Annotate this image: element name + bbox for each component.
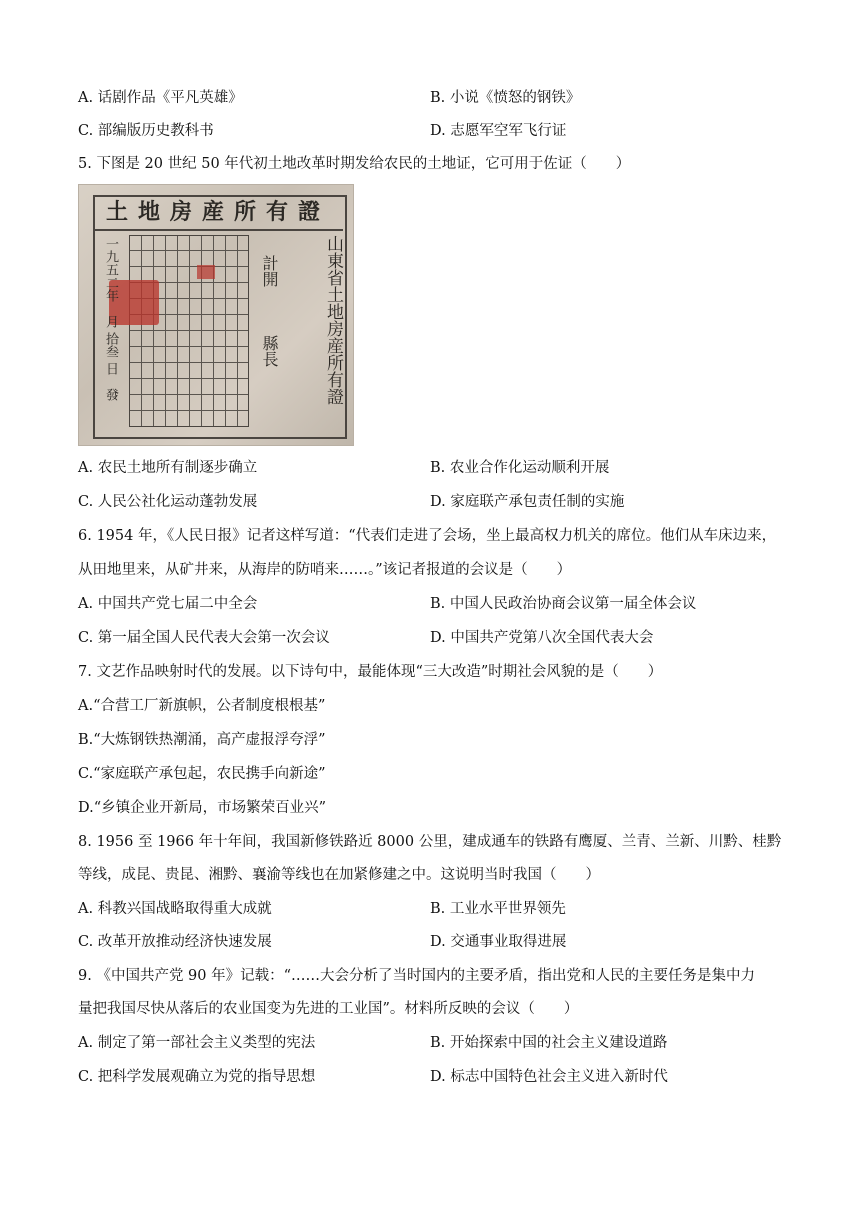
q7-stem: 7. 文艺作品映射时代的发展。以下诗句中，最能体现“三大改造”时期社会风貌的是（ ） <box>78 664 663 680</box>
certificate-date-text: 一九五二年 月 拾叁 日 發 <box>103 237 118 402</box>
small-red-seal <box>197 265 215 279</box>
q9-stem-line1: 9. 《中国共产党 90 年》记载：“……大会分析了当时国内的主要矛盾，指出党和人民的主要任务是集中力 <box>78 968 756 984</box>
certificate-title: 土地房産所有證 <box>93 195 343 231</box>
q6-stem-line1: 6. 1954 年，《人民日报》记者这样写道：“代表们走进了会场，坐上最高权力机关的席位。他们从车床边来， <box>78 528 777 544</box>
q7-option-c: C.“家庭联产承包起，农民携手向新途” <box>78 766 326 782</box>
q7-option-a: A.“合营工厂新旗帜，公者制度根根基” <box>78 698 326 714</box>
q5-option-d: D. 家庭联产承包责任制的实施 <box>430 494 625 510</box>
q8-option-d: D. 交通事业取得进展 <box>430 934 567 950</box>
q8-stem-line2: 等线，成昆、贵昆、湘黔、襄渝等线也在加紧修建之中。这说明当时我国（ ） <box>78 867 600 883</box>
q8-option-a: A. 科教兴国战略取得重大成就 <box>78 901 272 917</box>
certificate-handwriting <box>287 235 307 245</box>
q5-stem: 5. 下图是 20 世纪 50 年代初土地改革时期发给农民的土地证，它可用于佐证（ ） <box>78 156 631 172</box>
q8-option-b: B. 工业水平世界领先 <box>430 901 566 917</box>
q5-option-c: C. 人民公社化运动蓬勃发展 <box>78 494 258 510</box>
q5-option-b: B. 农业合作化运动顺利开展 <box>430 460 610 476</box>
q6-option-a: A. 中国共产党七届二中全会 <box>78 596 258 612</box>
q9-option-a: A. 制定了第一部社会主义类型的宪法 <box>78 1035 316 1051</box>
q9-option-d: D. 标志中国特色社会主义进入新时代 <box>430 1069 668 1085</box>
q4-option-b: B. 小说《愤怒的钢铁》 <box>430 90 581 106</box>
land-certificate-image <box>78 184 354 446</box>
q6-stem-line2: 从田地里来，从矿井来，从海岸的防哨来……。”该记者报道的会议是（ ） <box>78 562 572 578</box>
q7-option-b: B.“大炼钢铁热潮涌，高产虚报浮夸浮” <box>78 732 326 748</box>
q9-option-b: B. 开始探索中国的社会主义建设道路 <box>430 1035 668 1051</box>
q4-option-d: D. 志愿军空军飞行证 <box>430 123 567 139</box>
q9-option-c: C. 把科学发展观确立为党的指导思想 <box>78 1069 316 1085</box>
q6-option-d: D. 中国共产党第八次全国代表大会 <box>430 630 654 646</box>
certificate-table <box>129 235 249 427</box>
q9-stem-line2: 量把我国尽快从落后的农业国变为先进的工业国”。材料所反映的会议（ ） <box>78 1001 579 1017</box>
certificate-province-text: 山東省土地房産所有證 <box>323 235 343 405</box>
q4-option-a: A. 话剧作品《平凡英雄》 <box>78 90 243 106</box>
q8-stem-line1: 8. 1956 至 1966 年十年间，我国新修铁路近 8000 公里，建成通车的铁路有鹰厦、兰青、兰新、川黔、桂黔 <box>78 834 782 850</box>
certificate-county-head-text: 縣長 <box>260 335 279 367</box>
q8-option-c: C. 改革开放推动经济快速发展 <box>78 934 272 950</box>
certificate-jikai-text: 計開 <box>260 255 279 287</box>
q6-option-b: B. 中国人民政治协商会议第一届全体会议 <box>430 596 697 612</box>
q5-option-a: A. 农民土地所有制逐步确立 <box>78 460 258 476</box>
q6-option-c: C. 第一届全国人民代表大会第一次会议 <box>78 630 330 646</box>
q7-option-d: D.“乡镇企业开新局，市场繁荣百业兴” <box>78 800 327 816</box>
q4-option-c: C. 部编版历史教科书 <box>78 123 214 139</box>
